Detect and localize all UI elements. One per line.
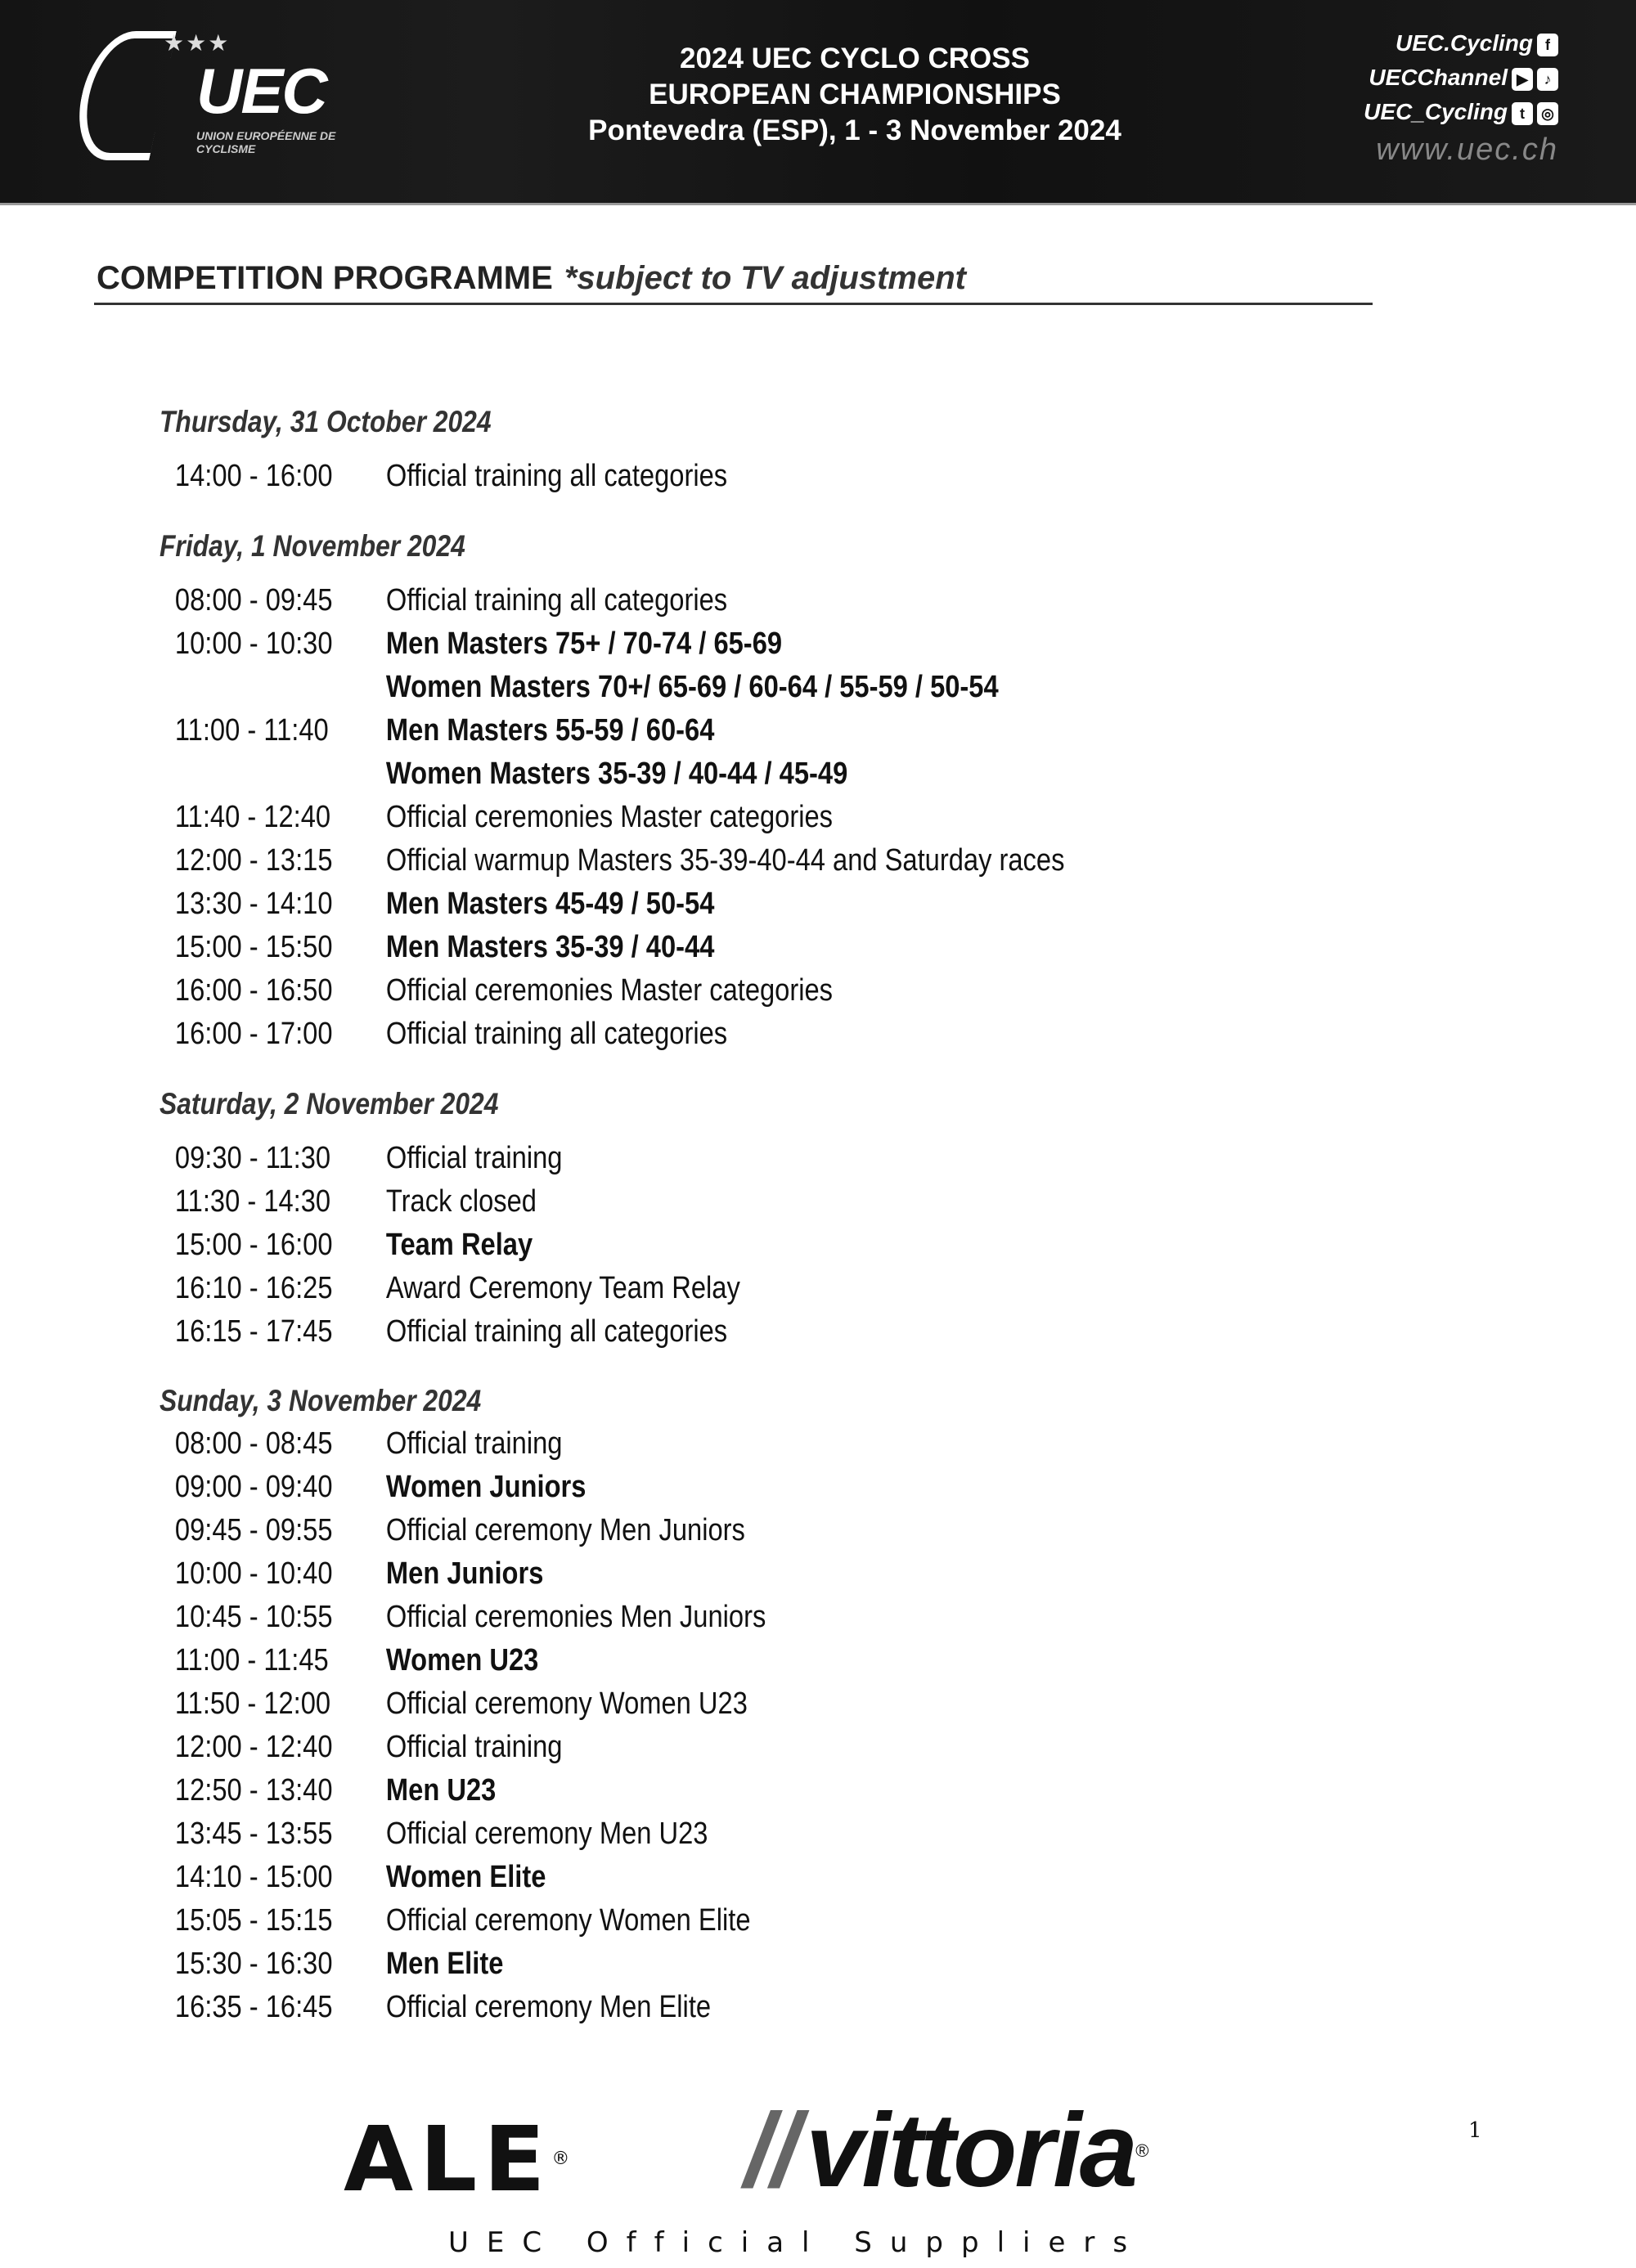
- event-name: Official training all categories: [385, 583, 728, 618]
- schedule-row: [160, 1137, 1144, 1180]
- event-time: 09:45 - 09:55: [174, 1513, 333, 1547]
- schedule-row: [160, 1310, 1144, 1354]
- schedule: [160, 401, 1144, 2029]
- event-name: Women U23: [385, 1643, 539, 1677]
- schedule-row: [160, 1466, 1144, 1509]
- event-name: Official ceremonies Master categories: [385, 800, 834, 834]
- schedule-row: [160, 839, 1144, 882]
- schedule-row: [160, 1596, 1144, 1639]
- programme-heading: COMPETITION PROGRAMME: [97, 260, 553, 296]
- event-name: Men Masters 55-59 / 60-64: [385, 713, 715, 748]
- event-time: 12:00 - 12:40: [174, 1730, 333, 1764]
- event-time: 14:10 - 15:00: [174, 1860, 333, 1894]
- schedule-row: [160, 1552, 1144, 1596]
- event-time: 09:00 - 09:40: [174, 1470, 333, 1504]
- event-time: 15:30 - 16:30: [174, 1947, 333, 1981]
- page-number: 1: [1468, 2118, 1482, 2143]
- event-time: 16:15 - 17:45: [174, 1314, 333, 1349]
- social-handle: UEC_Cycling: [1364, 99, 1508, 124]
- event-name: Official training: [385, 1141, 563, 1175]
- schedule-row: [160, 926, 1144, 969]
- event-name: Women Juniors: [385, 1470, 587, 1504]
- schedule-row: [160, 1899, 1144, 1942]
- title-line: EUROPEAN CHAMPIONSHIPS: [649, 79, 1061, 110]
- event-name: Official warmup Masters 35-39-40-44 and Saturday races: [385, 843, 1065, 878]
- event-name: Award Ceremony Team Relay: [385, 1271, 740, 1305]
- schedule-row: [160, 1639, 1144, 1682]
- website-link[interactable]: www.uec.ch: [1376, 132, 1558, 167]
- event-name: Men Masters 45-49 / 50-54: [385, 887, 715, 921]
- schedule-row: [160, 455, 1144, 498]
- event-time: 10:00 - 10:30: [174, 627, 333, 661]
- event-time: 15:00 - 15:50: [174, 930, 333, 964]
- schedule-row: [160, 1726, 1144, 1769]
- event-time: 08:00 - 08:45: [174, 1426, 333, 1461]
- event-name: Official ceremony Men U23: [385, 1817, 708, 1851]
- event-time: 10:00 - 10:40: [174, 1556, 333, 1591]
- day-heading: Sunday, 3 November 2024: [160, 1384, 482, 1417]
- event-time: 16:10 - 16:25: [174, 1271, 333, 1305]
- social-handle: UEC.Cycling: [1395, 30, 1533, 56]
- event-time: 16:00 - 16:50: [174, 973, 333, 1008]
- schedule-row: [160, 1013, 1144, 1056]
- schedule-row: [160, 1769, 1144, 1812]
- event-time: 13:30 - 14:10: [174, 887, 333, 921]
- schedule-row: [160, 1422, 1144, 1466]
- event-name: Official ceremony Men Juniors: [385, 1513, 745, 1547]
- event-time: 11:40 - 12:40: [174, 800, 331, 834]
- schedule-row: [160, 1267, 1144, 1310]
- event-time: 12:50 - 13:40: [174, 1773, 333, 1808]
- event-name: Official training all categories: [385, 1017, 728, 1051]
- event-time: 08:00 - 09:45: [174, 583, 333, 618]
- event-name: Official training all categories: [385, 1314, 728, 1349]
- schedule-row: [160, 1682, 1144, 1726]
- day-heading: Friday, 1 November 2024: [160, 529, 465, 563]
- event-time: 12:00 - 13:15: [174, 843, 333, 878]
- schedule-row: [160, 1812, 1144, 1856]
- uec-logo: [82, 31, 352, 170]
- event-name: Official training: [385, 1730, 563, 1764]
- suppliers-label: UEC Official Suppliers: [448, 2226, 1146, 2259]
- event-time: 16:00 - 17:00: [174, 1017, 333, 1051]
- event-name: Official training all categories: [385, 459, 728, 493]
- event-name: Men Masters 35-39 / 40-44: [385, 930, 715, 964]
- event-name: Women Masters 35-39 / 40-44 / 45-49: [385, 757, 848, 791]
- schedule-row: [160, 666, 1144, 709]
- vittoria-logo: //vittoria®: [744, 2092, 1147, 2209]
- event-name: Men Elite: [385, 1947, 504, 1981]
- event-name: Men U23: [385, 1773, 497, 1808]
- event-time: 11:50 - 12:00: [174, 1686, 331, 1721]
- social-youtube[interactable]: [1364, 61, 1558, 95]
- event-time: 14:00 - 16:00: [174, 459, 333, 493]
- header-banner: [0, 0, 1636, 205]
- event-time: 16:35 - 16:45: [174, 1990, 333, 2024]
- divider: [94, 303, 1373, 305]
- schedule-row: [160, 709, 1144, 752]
- programme-title: [97, 260, 966, 297]
- schedule-row: [160, 796, 1144, 839]
- title-line: Pontevedra (ESP), 1 - 3 November 2024: [588, 115, 1121, 146]
- event-name: Women Elite: [385, 1860, 546, 1894]
- event-time: 11:00 - 11:45: [174, 1643, 329, 1677]
- logo-subtitle: UNION EUROPÉENNE DE CYCLISME: [196, 129, 336, 155]
- facebook-icon: f: [1537, 34, 1558, 56]
- social-links: [1364, 26, 1558, 170]
- day-heading: Saturday, 2 November 2024: [160, 1087, 499, 1121]
- schedule-row: [160, 1509, 1144, 1552]
- social-handle: UECChannel: [1369, 65, 1508, 90]
- ale-logo: ALE®: [344, 2107, 577, 2212]
- title-line: 2024 UEC CYCLO CROSS: [680, 43, 1030, 74]
- event-name: Official ceremonies Men Juniors: [385, 1600, 766, 1634]
- event-time: 15:05 - 15:15: [174, 1903, 333, 1938]
- event-name: Men Masters 75+ / 70-74 / 65-69: [385, 627, 783, 661]
- event-name: Women Masters 70+/ 65-69 / 60-64 / 55-59 / 50-54: [385, 670, 999, 704]
- event-name: Men Juniors: [385, 1556, 544, 1591]
- schedule-row: [160, 882, 1144, 926]
- event-name: Official ceremony Men Elite: [385, 1990, 712, 2024]
- event-time: 11:30 - 14:30: [174, 1184, 331, 1219]
- event-name: Official ceremony Women U23: [385, 1686, 748, 1721]
- tiktok-icon: ♪: [1537, 68, 1558, 91]
- schedule-row: [160, 622, 1144, 666]
- schedule-row: [160, 1180, 1144, 1224]
- sponsor-logos: [0, 2094, 1636, 2225]
- event-time: 11:00 - 11:40: [174, 713, 329, 748]
- day-heading: Thursday, 31 October 2024: [160, 405, 492, 438]
- event-name: Official ceremony Women Elite: [385, 1903, 751, 1938]
- event-name: Track closed: [385, 1184, 537, 1219]
- event-title: [491, 41, 1219, 149]
- schedule-row: [160, 579, 1144, 622]
- event-time: 13:45 - 13:55: [174, 1817, 333, 1851]
- schedule-row: [160, 969, 1144, 1013]
- event-time: 10:45 - 10:55: [174, 1600, 333, 1634]
- schedule-row: [160, 1856, 1144, 1899]
- schedule-row: [160, 1986, 1144, 2029]
- social-facebook[interactable]: [1364, 26, 1558, 61]
- instagram-icon: ◎: [1537, 102, 1558, 125]
- social-twitter[interactable]: [1364, 95, 1558, 129]
- event-time: 15:00 - 16:00: [174, 1228, 333, 1262]
- stars-icon: ★★★: [164, 30, 231, 56]
- schedule-row: [160, 1224, 1144, 1267]
- programme-note: *subject to TV adjustment: [564, 260, 966, 296]
- event-name: Official ceremonies Master categories: [385, 973, 834, 1008]
- youtube-icon: ▶: [1512, 68, 1533, 91]
- event-time: 09:30 - 11:30: [174, 1141, 331, 1175]
- twitter-icon: t: [1512, 102, 1533, 125]
- schedule-row: [160, 752, 1144, 796]
- event-name: Team Relay: [385, 1228, 533, 1262]
- event-name: Official training: [385, 1426, 563, 1461]
- logo-text: UEC: [196, 55, 326, 127]
- schedule-row: [160, 1942, 1144, 1986]
